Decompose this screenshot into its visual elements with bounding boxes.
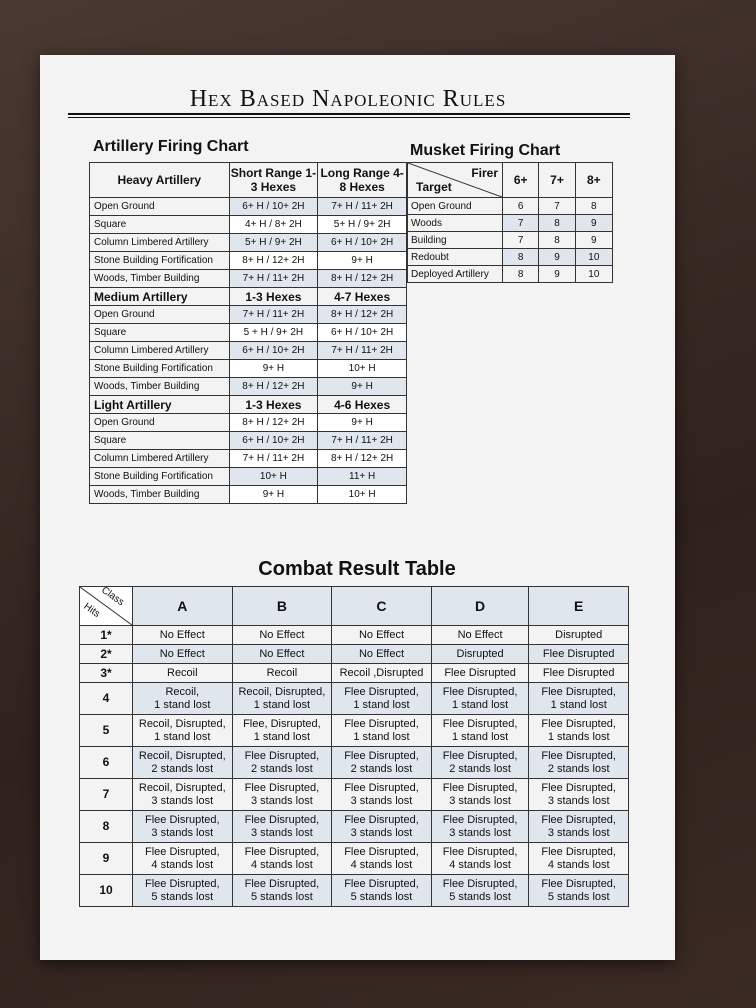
target-label: Target: [416, 180, 452, 194]
crt-row: [80, 843, 629, 875]
result-cell: No Effect: [133, 645, 233, 664]
combat-result-table: [79, 586, 629, 907]
musket-value: 7: [503, 215, 539, 232]
result-cell: Recoil, Disrupted, 3 stands lost: [133, 779, 233, 811]
long-range-value: 6+ H / 10+ 2H: [318, 324, 407, 342]
artillery-row: [90, 252, 407, 270]
result-cell: Flee Disrupted, 2 stands lost: [529, 747, 629, 779]
hits-value: 10: [80, 875, 133, 907]
short-range-value: 9+ H: [229, 360, 318, 378]
artillery-row: [90, 486, 407, 504]
artillery-row: [90, 234, 407, 252]
title-rule-thin: [68, 117, 630, 118]
long-range-value: 5+ H / 9+ 2H: [318, 216, 407, 234]
result-cell: Flee Disrupted, 1 stands lost: [529, 715, 629, 747]
result-cell: No Effect: [133, 626, 233, 645]
result-cell: Flee Disrupted, 2 stands lost: [431, 747, 529, 779]
result-cell: No Effect: [431, 626, 529, 645]
short-range-value: 10+ H: [229, 468, 318, 486]
artillery-col-long: Long Range 4-8 Hexes: [318, 163, 407, 198]
short-range-value: 7+ H / 11+ 2H: [229, 306, 318, 324]
crt-row: [80, 747, 629, 779]
hits-value: 5: [80, 715, 133, 747]
result-cell: No Effect: [332, 645, 432, 664]
artillery-row: [90, 468, 407, 486]
target-label: Woods, Timber Building: [90, 378, 230, 396]
result-cell: Flee Disrupted, 1 stand lost: [431, 683, 529, 715]
result-cell: Flee Disrupted, 1 stand lost: [332, 683, 432, 715]
long-range-value: 11+ H: [318, 468, 407, 486]
crt-col-a: A: [133, 587, 233, 626]
crt-row: [80, 626, 629, 645]
artillery-row: [90, 306, 407, 324]
long-range-value: 9+ H: [318, 414, 407, 432]
result-cell: Flee Disrupted, 2 stands lost: [332, 747, 432, 779]
light-artillery-short-range: 1-3 Hexes: [229, 396, 318, 414]
result-cell: Flee, Disrupted, 1 stand lost: [232, 715, 332, 747]
target-label: Building: [408, 232, 503, 249]
hits-value: 4: [80, 683, 133, 715]
artillery-row: [90, 270, 407, 288]
target-label: Open Ground: [408, 198, 503, 215]
result-cell: Flee Disrupted, 3 stands lost: [431, 811, 529, 843]
long-range-value: 7+ H / 11+ 2H: [318, 198, 407, 216]
light-artillery-header-row: [90, 396, 407, 414]
result-cell: Flee Disrupted, 4 stands lost: [232, 843, 332, 875]
hits-value: 3*: [80, 664, 133, 683]
result-cell: Flee Disrupted, 4 stands lost: [332, 843, 432, 875]
crt-col-e: E: [529, 587, 629, 626]
crt-heading: Combat Result Table: [258, 558, 456, 580]
result-cell: No Effect: [232, 626, 332, 645]
artillery-row: [90, 216, 407, 234]
result-cell: Flee Disrupted: [529, 664, 629, 683]
result-cell: Recoil, Disrupted, 1 stand lost: [133, 715, 233, 747]
hits-value: 1*: [80, 626, 133, 645]
target-label: Square: [90, 324, 230, 342]
musket-value: 8: [503, 266, 539, 283]
musket-corner-cell: [408, 163, 503, 198]
short-range-value: 6+ H / 10+ 2H: [229, 432, 318, 450]
result-cell: Flee Disrupted, 3 stands lost: [529, 811, 629, 843]
target-label: Column Limbered Artillery: [90, 450, 230, 468]
result-cell: Recoil ,Disrupted: [332, 664, 432, 683]
result-cell: Flee Disrupted, 5 stands lost: [332, 875, 432, 907]
result-cell: Flee Disrupted, 4 stands lost: [431, 843, 529, 875]
long-range-value: 8+ H / 12+ 2H: [318, 450, 407, 468]
long-range-value: 10+ H: [318, 360, 407, 378]
medium-artillery-label: Medium Artillery: [90, 288, 230, 306]
medium-artillery-short-range: 1-3 Hexes: [229, 288, 318, 306]
crt-col-c: C: [332, 587, 432, 626]
hits-value: 9: [80, 843, 133, 875]
long-range-value: 8+ H / 12+ 2H: [318, 270, 407, 288]
short-range-value: 7+ H / 11+ 2H: [229, 450, 318, 468]
hits-value: 7: [80, 779, 133, 811]
musket-col-8: 8+: [575, 163, 612, 198]
result-cell: Recoil: [232, 664, 332, 683]
musket-value: 8: [503, 249, 539, 266]
long-range-value: 8+ H / 12+ 2H: [318, 306, 407, 324]
result-cell: Flee Disrupted, 3 stands lost: [332, 811, 432, 843]
target-label: Redoubt: [408, 249, 503, 266]
medium-artillery-long-range: 4-7 Hexes: [318, 288, 407, 306]
result-cell: Flee Disrupted, 2 stands lost: [232, 747, 332, 779]
musket-row: [408, 198, 613, 215]
long-range-value: 6+ H / 10+ 2H: [318, 234, 407, 252]
musket-value: 6: [503, 198, 539, 215]
light-artillery-long-range: 4-6 Hexes: [318, 396, 407, 414]
short-range-value: 9+ H: [229, 486, 318, 504]
short-range-value: 4+ H / 8+ 2H: [229, 216, 318, 234]
musket-value: 7: [539, 198, 575, 215]
short-range-value: 8+ H / 12+ 2H: [229, 252, 318, 270]
artillery-row: [90, 342, 407, 360]
target-label: Column Limbered Artillery: [90, 234, 230, 252]
result-cell: Flee Disrupted, 3 stands lost: [529, 779, 629, 811]
short-range-value: 5+ H / 9+ 2H: [229, 234, 318, 252]
musket-value: 9: [539, 249, 575, 266]
artillery-row: [90, 414, 407, 432]
result-cell: Flee Disrupted, 3 stands lost: [232, 811, 332, 843]
target-label: Square: [90, 216, 230, 234]
artillery-table: [89, 162, 407, 504]
artillery-row: [90, 198, 407, 216]
long-range-value: 7+ H / 11+ 2H: [318, 432, 407, 450]
crt-row: [80, 664, 629, 683]
target-label: Woods, Timber Building: [90, 270, 230, 288]
crt-row: [80, 875, 629, 907]
target-label: Column Limbered Artillery: [90, 342, 230, 360]
artillery-col-heavy: Heavy Artillery: [90, 163, 230, 198]
short-range-value: 8+ H / 12+ 2H: [229, 414, 318, 432]
result-cell: No Effect: [232, 645, 332, 664]
crt-row: [80, 811, 629, 843]
musket-value: 10: [575, 249, 612, 266]
artillery-col-short: Short Range 1-3 Hexes: [229, 163, 318, 198]
result-cell: Flee Disrupted: [529, 645, 629, 664]
musket-row: [408, 232, 613, 249]
crt-row: [80, 683, 629, 715]
artillery-heading: Artillery Firing Chart: [93, 138, 249, 155]
target-label: Woods, Timber Building: [90, 486, 230, 504]
musket-row: [408, 249, 613, 266]
musket-value: 7: [503, 232, 539, 249]
artillery-row: [90, 324, 407, 342]
hits-label: Hits: [81, 601, 102, 620]
result-cell: Flee Disrupted, 1 stand lost: [431, 715, 529, 747]
musket-value: 10: [575, 266, 612, 283]
page-title: Hex Based Napoleonic Rules: [189, 86, 507, 112]
short-range-value: 7+ H / 11+ 2H: [229, 270, 318, 288]
result-cell: Disrupted: [431, 645, 529, 664]
musket-col-7: 7+: [539, 163, 575, 198]
result-cell: Flee Disrupted, 1 stand lost: [332, 715, 432, 747]
light-artillery-label: Light Artillery: [90, 396, 230, 414]
result-cell: Recoil: [133, 664, 233, 683]
long-range-value: 9+ H: [318, 252, 407, 270]
musket-value: 8: [575, 198, 612, 215]
result-cell: Flee Disrupted, 3 stands lost: [232, 779, 332, 811]
musket-table: [407, 162, 613, 283]
musket-value: 9: [575, 215, 612, 232]
target-label: Woods: [408, 215, 503, 232]
result-cell: Disrupted: [529, 626, 629, 645]
artillery-row: [90, 450, 407, 468]
musket-value: 9: [539, 266, 575, 283]
result-cell: Flee Disrupted, 3 stands lost: [332, 779, 432, 811]
musket-value: 9: [575, 232, 612, 249]
short-range-value: 6+ H / 10+ 2H: [229, 198, 318, 216]
target-label: Stone Building Fortification: [90, 468, 230, 486]
artillery-row: [90, 360, 407, 378]
crt-row: [80, 779, 629, 811]
musket-col-6: 6+: [503, 163, 539, 198]
result-cell: Flee Disrupted, 1 stand lost: [529, 683, 629, 715]
result-cell: Recoil, 1 stand lost: [133, 683, 233, 715]
result-cell: Recoil, Disrupted, 2 stands lost: [133, 747, 233, 779]
hits-value: 8: [80, 811, 133, 843]
target-label: Deployed Artillery: [408, 266, 503, 283]
long-range-value: 10+ H: [318, 486, 407, 504]
artillery-row: [90, 432, 407, 450]
medium-artillery-header-row: [90, 288, 407, 306]
target-label: Square: [90, 432, 230, 450]
crt-corner-cell: [80, 584, 133, 626]
hits-value: 2*: [80, 645, 133, 664]
crt-row: [80, 645, 629, 664]
result-cell: Flee Disrupted: [431, 664, 529, 683]
crt-col-d: D: [431, 587, 529, 626]
result-cell: Flee Disrupted, 4 stands lost: [133, 843, 233, 875]
result-cell: Flee Disrupted, 5 stands lost: [431, 875, 529, 907]
result-cell: Flee Disrupted, 5 stands lost: [133, 875, 233, 907]
hits-value: 6: [80, 747, 133, 779]
long-range-value: 7+ H / 11+ 2H: [318, 342, 407, 360]
musket-value: 8: [539, 232, 575, 249]
result-cell: Flee Disrupted, 3 stands lost: [431, 779, 529, 811]
class-label: Class: [99, 584, 126, 609]
short-range-value: 6+ H / 10+ 2H: [229, 342, 318, 360]
musket-value: 8: [539, 215, 575, 232]
target-label: Open Ground: [90, 414, 230, 432]
title-rule: [68, 113, 630, 115]
musket-heading: Musket Firing Chart: [410, 142, 561, 159]
target-label: Stone Building Fortification: [90, 360, 230, 378]
result-cell: Recoil, Disrupted, 1 stand lost: [232, 683, 332, 715]
crt-row: [80, 715, 629, 747]
result-cell: Flee Disrupted, 5 stands lost: [529, 875, 629, 907]
result-cell: Flee Disrupted, 5 stands lost: [232, 875, 332, 907]
target-label: Stone Building Fortification: [90, 252, 230, 270]
crt-col-b: B: [232, 587, 332, 626]
result-cell: Flee Disrupted, 4 stands lost: [529, 843, 629, 875]
musket-row: [408, 266, 613, 283]
firer-label: Firer: [471, 166, 498, 180]
target-label: Open Ground: [90, 306, 230, 324]
result-cell: Flee Disrupted, 3 stands lost: [133, 811, 233, 843]
artillery-row: [90, 378, 407, 396]
long-range-value: 9+ H: [318, 378, 407, 396]
short-range-value: 5 + H / 9+ 2H: [229, 324, 318, 342]
target-label: Open Ground: [90, 198, 230, 216]
result-cell: No Effect: [332, 626, 432, 645]
short-range-value: 8+ H / 12+ 2H: [229, 378, 318, 396]
musket-row: [408, 215, 613, 232]
